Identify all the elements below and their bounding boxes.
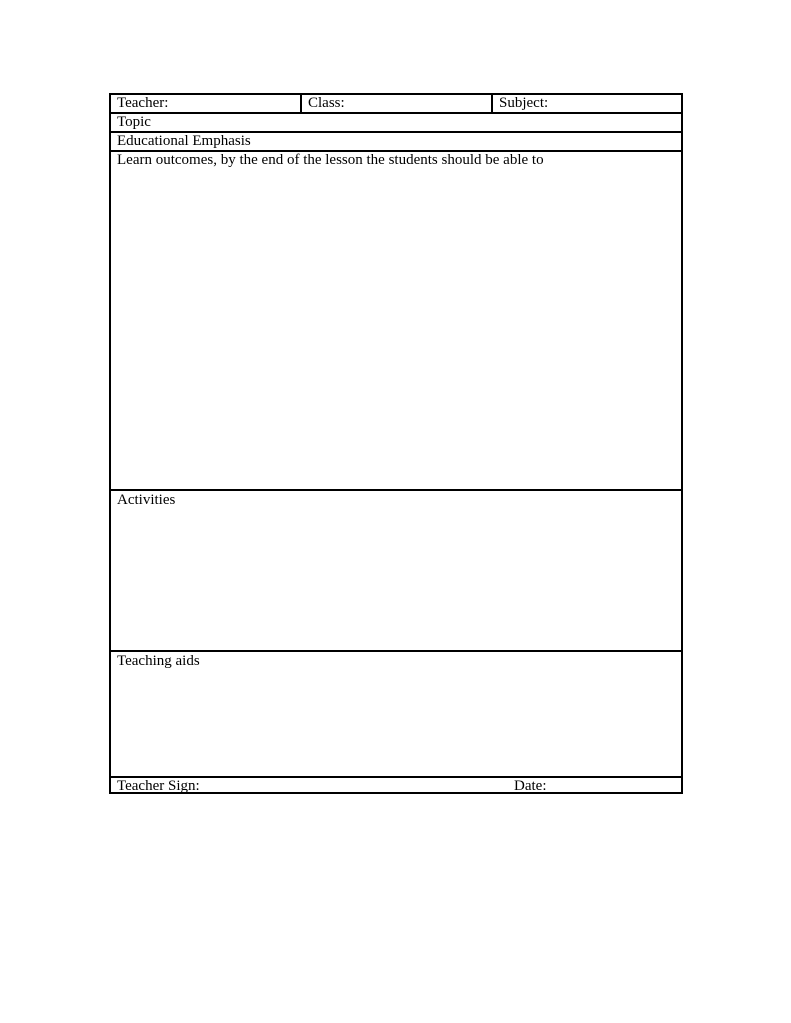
date-label: Date: xyxy=(514,778,547,794)
lesson-plan-form xyxy=(109,93,683,794)
footer-row xyxy=(111,778,681,794)
subject-label: Subject: xyxy=(499,95,549,111)
topic-row[interactable] xyxy=(111,114,681,133)
activities-section[interactable] xyxy=(111,491,681,652)
teaching-aids-section[interactable] xyxy=(111,652,681,778)
class-cell[interactable] xyxy=(302,95,493,112)
emphasis-row[interactable] xyxy=(111,133,681,152)
teacher-sign-cell[interactable] xyxy=(111,778,506,794)
date-cell[interactable] xyxy=(506,778,681,794)
teacher-label: Teacher: xyxy=(117,95,169,111)
emphasis-label: Educational Emphasis xyxy=(117,133,251,149)
teacher-cell[interactable] xyxy=(111,95,302,112)
outcomes-section[interactable] xyxy=(111,152,681,491)
topic-label: Topic xyxy=(117,114,151,130)
header-row xyxy=(111,95,681,114)
subject-cell[interactable] xyxy=(493,95,681,112)
teaching-aids-label: Teaching aids xyxy=(117,653,200,669)
class-label: Class: xyxy=(308,95,345,111)
teacher-sign-label: Teacher Sign: xyxy=(117,778,200,794)
outcomes-label: Learn outcomes, by the end of the lesson the students should be able to xyxy=(117,152,544,168)
activities-label: Activities xyxy=(117,492,176,508)
